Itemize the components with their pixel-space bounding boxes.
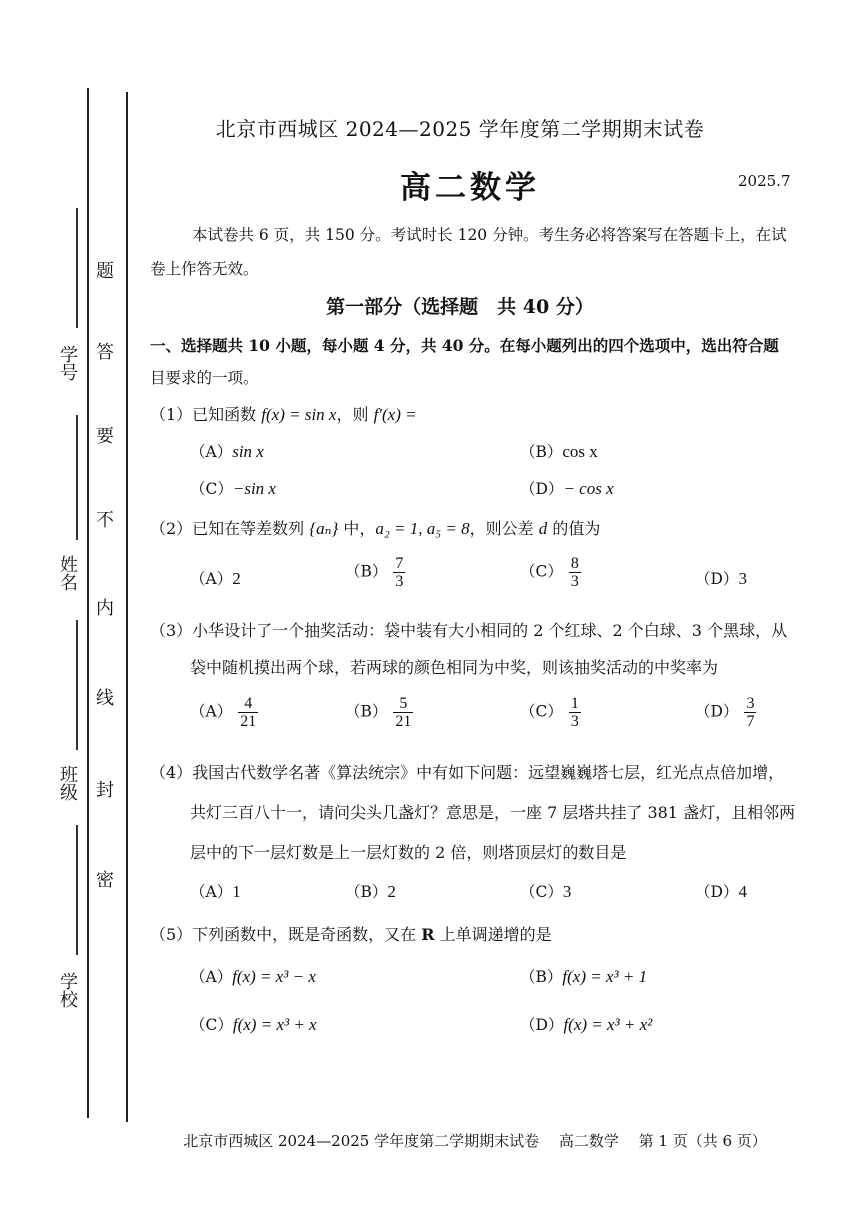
instructions-line-1: 一、选择题共 10 小题，每小题 4 分，共 40 分。在每小题列出的四个选项中，选出符合题 (150, 336, 779, 355)
real-numbers-symbol: R (421, 925, 435, 944)
q4-option-d: （D）4 (695, 882, 747, 901)
class-blank (76, 620, 78, 750)
seal-char-4: 不 (96, 510, 114, 531)
q3-option-d: （D） $\frac{3}{7}$ (695, 695, 755, 730)
question-5-stem: （5）下列函数中，既是奇函数，又在 R 上单调递增的是 (150, 925, 552, 944)
seal-char-1: 题 (96, 261, 114, 282)
question-4-stem-line-1: （4）我国古代数学名著《算法统宗》中有如下问题：远望巍巍塔七层，红光点点倍加增， (150, 763, 785, 782)
seal-char-7: 封 (96, 780, 114, 801)
subject-title: 高二数学 (400, 170, 540, 206)
seal-char-6: 线 (96, 688, 114, 709)
school-label: 学校 (57, 972, 78, 1008)
q2-option-d: （D）3 (695, 569, 747, 588)
student-id-label: 学号 (57, 345, 78, 381)
q3-option-b: （B） $\frac{5}{21}$ (345, 695, 412, 730)
exam-title: 北京市西城区 2024—2025 学年度第二学期期末试卷 (215, 117, 705, 141)
seal-char-3: 要 (96, 426, 114, 447)
q1-option-b: （B）cos x (520, 442, 598, 461)
q1-option-a: （A）sin x (190, 442, 264, 461)
q3-option-c: （C） $\frac{1}{3}$ (520, 695, 579, 730)
q5-option-a: （A）f(x) = x³ − x (190, 967, 316, 986)
q5-option-c: （C）f(x) = x³ + x (190, 1015, 317, 1034)
notice-line-1: 本试卷共 6 页，共 150 分。考试时长 120 分钟。考生务必将答案写在答题卡上，在试 (192, 226, 787, 244)
notice-line-2: 卷上作答无效。 (150, 260, 259, 278)
question-3-stem-line-2: 袋中随机摸出两个球，若两球的颜色相同为中奖，则该抽奖活动的中奖率为 (190, 658, 719, 677)
q1-derivative: f′(x) = (373, 405, 417, 424)
margin-border-right (126, 92, 128, 1122)
q2-option-c: （C） $\frac{8}{3}$ (520, 555, 579, 590)
q1-option-c: （C）−sin x (190, 479, 276, 498)
school-blank (76, 825, 78, 955)
class-label: 班级 (57, 765, 78, 801)
q1-func: f(x) = sin x (261, 405, 337, 424)
question-4-stem-line-2: 共灯三百八十一，请问尖头几盏灯？意思是，一座 7 层塔共挂了 381 盏灯，且相邻两 (190, 803, 796, 822)
q2-option-b: （B） $\frac{7}{3}$ (345, 555, 404, 590)
q5-option-b: （B）f(x) = x³ + 1 (520, 967, 648, 986)
question-3-stem-line-1: （3）小华设计了一个抽奖活动：袋中装有大小相同的 2 个红球、2 个白球、3 个黑球，从 (150, 621, 788, 640)
seal-char-5: 内 (96, 598, 114, 619)
question-4-stem-line-3: 层中的下一层灯数是上一层灯数的 2 倍，则塔顶层灯的数目是 (190, 843, 627, 862)
q4-option-a: （A）1 (190, 882, 241, 901)
exam-date: 2025.7 (738, 172, 791, 190)
question-1-stem: （1）已知函数 f(x) = sin x，则 f′(x) = (150, 405, 417, 424)
name-label: 姓名 (57, 555, 78, 591)
seal-char-8: 密 (96, 870, 114, 891)
seal-char-2: 答 (96, 342, 114, 363)
q3-option-a: （A） $\frac{4}{21}$ (190, 695, 257, 730)
student-id-blank (76, 208, 78, 328)
margin-border-left (87, 88, 89, 1118)
q2-option-a: （A）2 (190, 569, 241, 588)
q4-option-b: （B）2 (345, 882, 396, 901)
page-footer: 北京市西城区 2024—2025 学年度第二学期期末试卷 高二数学 第 1 页（共 6 页） (183, 1132, 767, 1150)
q4-option-c: （C）3 (520, 882, 572, 901)
q1-option-d: （D）− cos x (520, 479, 614, 498)
question-2-stem: （2）已知在等差数列 {aₙ} 中，a₂ = 1, a₅ = 8，则公差 d 的值为 (150, 519, 601, 538)
section-title: 第一部分（选择题 共 40 分） (326, 296, 594, 318)
q5-option-d: （D）f(x) = x³ + x² (520, 1015, 653, 1034)
name-blank (76, 415, 78, 540)
instructions-line-2: 目要求的一项。 (150, 369, 259, 387)
